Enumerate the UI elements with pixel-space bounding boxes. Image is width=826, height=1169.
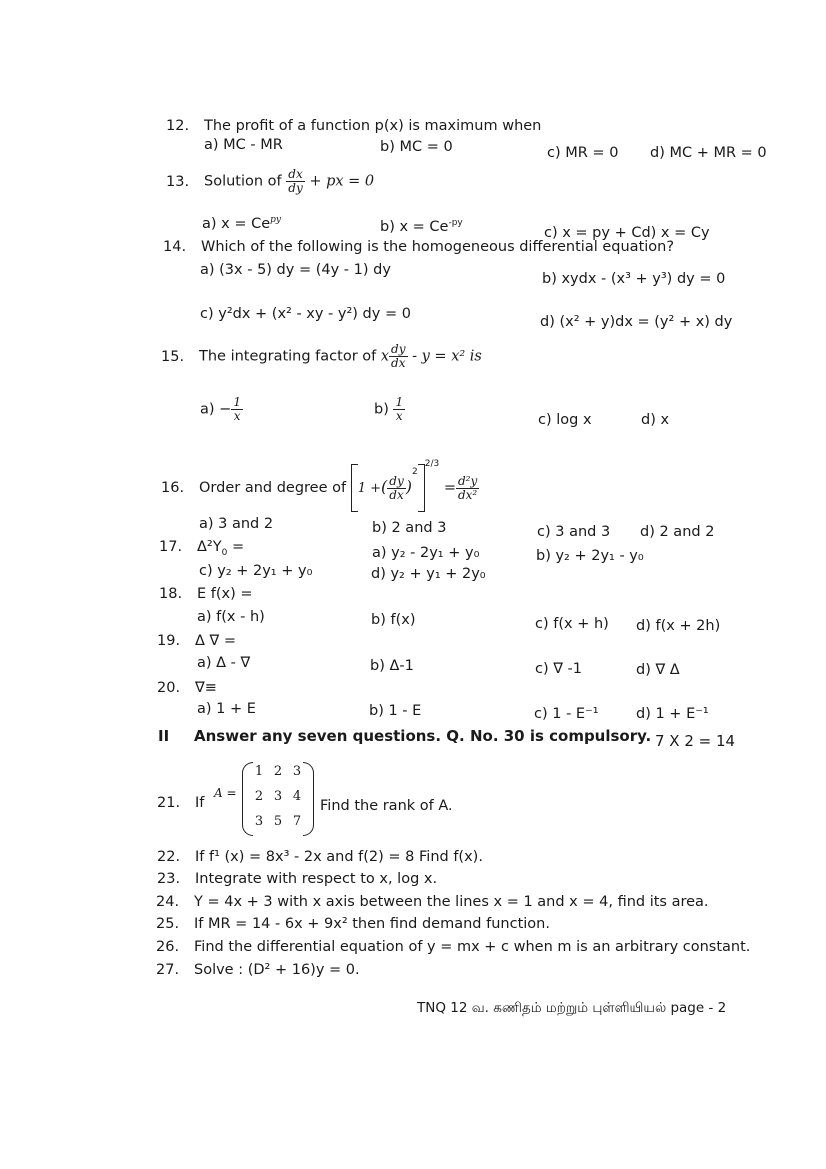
option-a: a) y₂ - 2y₁ + y₀: [372, 545, 480, 561]
page-footer: TNQ 12 வ. கணிதம் மற்றும் புள்ளியியல் page - 2: [417, 1000, 727, 1016]
question-25: [156, 916, 550, 932]
option-b: b) xydx - (x³ + y³) dy = 0: [542, 271, 726, 287]
option-b: b) f(x): [371, 612, 416, 628]
option-a: a) Δ - ∇: [197, 655, 251, 671]
question-24: [156, 894, 709, 910]
question-number: 23.: [157, 871, 181, 887]
question-number: 13.: [166, 173, 190, 190]
matrix-a: 1 2 3 2 3 4 3 5 7: [242, 762, 314, 834]
question-15: 15. The integrating factor of x $\frac{dy}{dx}$ - y = x² is: [161, 342, 482, 370]
option-b: b) Δ-1: [370, 658, 414, 674]
question-text: If f¹ (x) = 8x³ - 2x and f(2) = 8 Find f(x).: [195, 849, 483, 865]
question-21: 21. If: [157, 795, 205, 811]
option-b: b) 2 and 3: [372, 520, 447, 536]
option-d: d) f(x + 2h): [636, 618, 721, 634]
option-c: c) 1 - E⁻¹: [534, 706, 599, 722]
fraction-dy-dx: $\frac{dy}{dx}$: [391, 342, 406, 370]
option-a: a) $x = Ce^{py}$: [202, 215, 282, 232]
option-d: d) 1 + E⁻¹: [636, 706, 709, 722]
question-13: [166, 168, 374, 195]
question-text: Find the differential equation of y = mx + c when m is an arbitrary constant.: [194, 939, 751, 955]
option-c: c) y²dx + (x² - xy - y²) dy = 0: [200, 306, 411, 322]
question-20: 20. ∇≡: [157, 680, 217, 696]
question-number: 26.: [156, 939, 180, 955]
question-17: 17. $\Delta^2Y_0$ =: [159, 539, 245, 558]
question-number: 12.: [166, 118, 190, 134]
section-heading: II Answer any seven questions. Q. No. 30 is compulsory.: [158, 727, 652, 745]
question-number: 15.: [161, 348, 185, 365]
section-marks: 7 X 2 = 14: [655, 732, 736, 750]
option-c: c) y₂ + 2y₁ + y₀: [199, 563, 313, 579]
option-a: a) 3 and 2: [199, 516, 274, 532]
question-number: 14.: [163, 239, 187, 255]
question-number: 18.: [159, 586, 183, 602]
option-a: a) f(x - h): [197, 609, 265, 625]
option-d: d) MC + MR = 0: [650, 145, 767, 161]
question-number: 19.: [157, 633, 181, 649]
option-c: c) MR = 0: [547, 145, 619, 161]
option-d: d) (x² + y)dx = (y² + x) dy: [540, 314, 733, 330]
question-27: [156, 962, 360, 978]
question-text: Solution of: [204, 173, 282, 190]
question-14: [163, 239, 674, 255]
option-b: b) $\frac{1}{x}$: [374, 395, 404, 423]
question-16: 16. Order and degree of 1 +( $\frac{dy}{dx}$ )$^{22/3}$ = $\frac{\text{d²y}}{\text{dx²}}$: [161, 459, 479, 512]
option-c: c) x = py + Cd) x = Cy: [544, 225, 710, 241]
question-number: 16.: [161, 480, 185, 496]
question-number: 20.: [157, 680, 181, 696]
matrix-label: A =: [214, 786, 237, 800]
question-text: Order and degree of: [199, 480, 347, 496]
option-d: d) 2 and 2: [640, 524, 715, 540]
option-a: a) (3x - 5) dy = (4y - 1) dy: [200, 262, 391, 278]
option-b: b) 1 - E: [369, 703, 422, 719]
equation-suffix: - y = x² is: [412, 348, 482, 365]
equation-suffix: + px = 0: [309, 173, 375, 190]
question-text: Which of the following is the homogeneous differential equation?: [201, 239, 675, 255]
question-number: 22.: [157, 849, 181, 865]
option-b: b) $x = Ce^{-py}$: [380, 218, 463, 235]
option-d: d) y₂ + y₁ + 2y₀: [371, 566, 486, 582]
option-a: a) 1 + E: [197, 701, 256, 717]
option-c: c) f(x + h): [535, 616, 609, 632]
option-b: b) y₂ + 2y₁ - y₀: [536, 548, 644, 564]
option-c: c) log x: [538, 412, 592, 428]
question-text: Integrate with respect to x, log x.: [195, 871, 438, 887]
fraction-dx-dy: $\frac{dx}{dy}$: [288, 167, 303, 195]
question-number: 24.: [156, 894, 180, 910]
question-number: 25.: [156, 916, 180, 932]
question-text: Solve : (D² + 16)y = 0.: [194, 962, 360, 978]
question-number: 27.: [156, 962, 180, 978]
question-18: 18. E f(x) =: [159, 586, 253, 602]
option-c: c) ∇ -1: [535, 661, 583, 677]
question-text: Find the rank of A.: [320, 798, 453, 814]
question-text: The integrating factor of: [199, 348, 377, 365]
option-d: d) x: [641, 412, 670, 428]
option-d: d) ∇ Δ: [636, 662, 680, 678]
option-b: b) MC = 0: [380, 139, 453, 155]
option-a: a) MC - MR: [204, 137, 283, 153]
question-26: [156, 939, 750, 955]
question-text: The profit of a function p(x) is maximum when: [204, 118, 542, 134]
question-22: [157, 849, 483, 865]
question-19: 19. Δ ∇ =: [157, 633, 236, 649]
question-number: 17.: [159, 539, 183, 555]
question-number: 21.: [157, 795, 181, 811]
option-c: c) 3 and 3: [537, 524, 611, 540]
question-text: If MR = 14 - 6x + 9x² then find demand function.: [194, 916, 550, 932]
option-a: a) − $\frac{1}{x}$: [200, 395, 241, 423]
question-12: [166, 118, 541, 134]
question-23: [157, 871, 437, 887]
question-text: Y = 4x + 3 with x axis between the lines x = 1 and x = 4, find its area.: [194, 894, 709, 910]
